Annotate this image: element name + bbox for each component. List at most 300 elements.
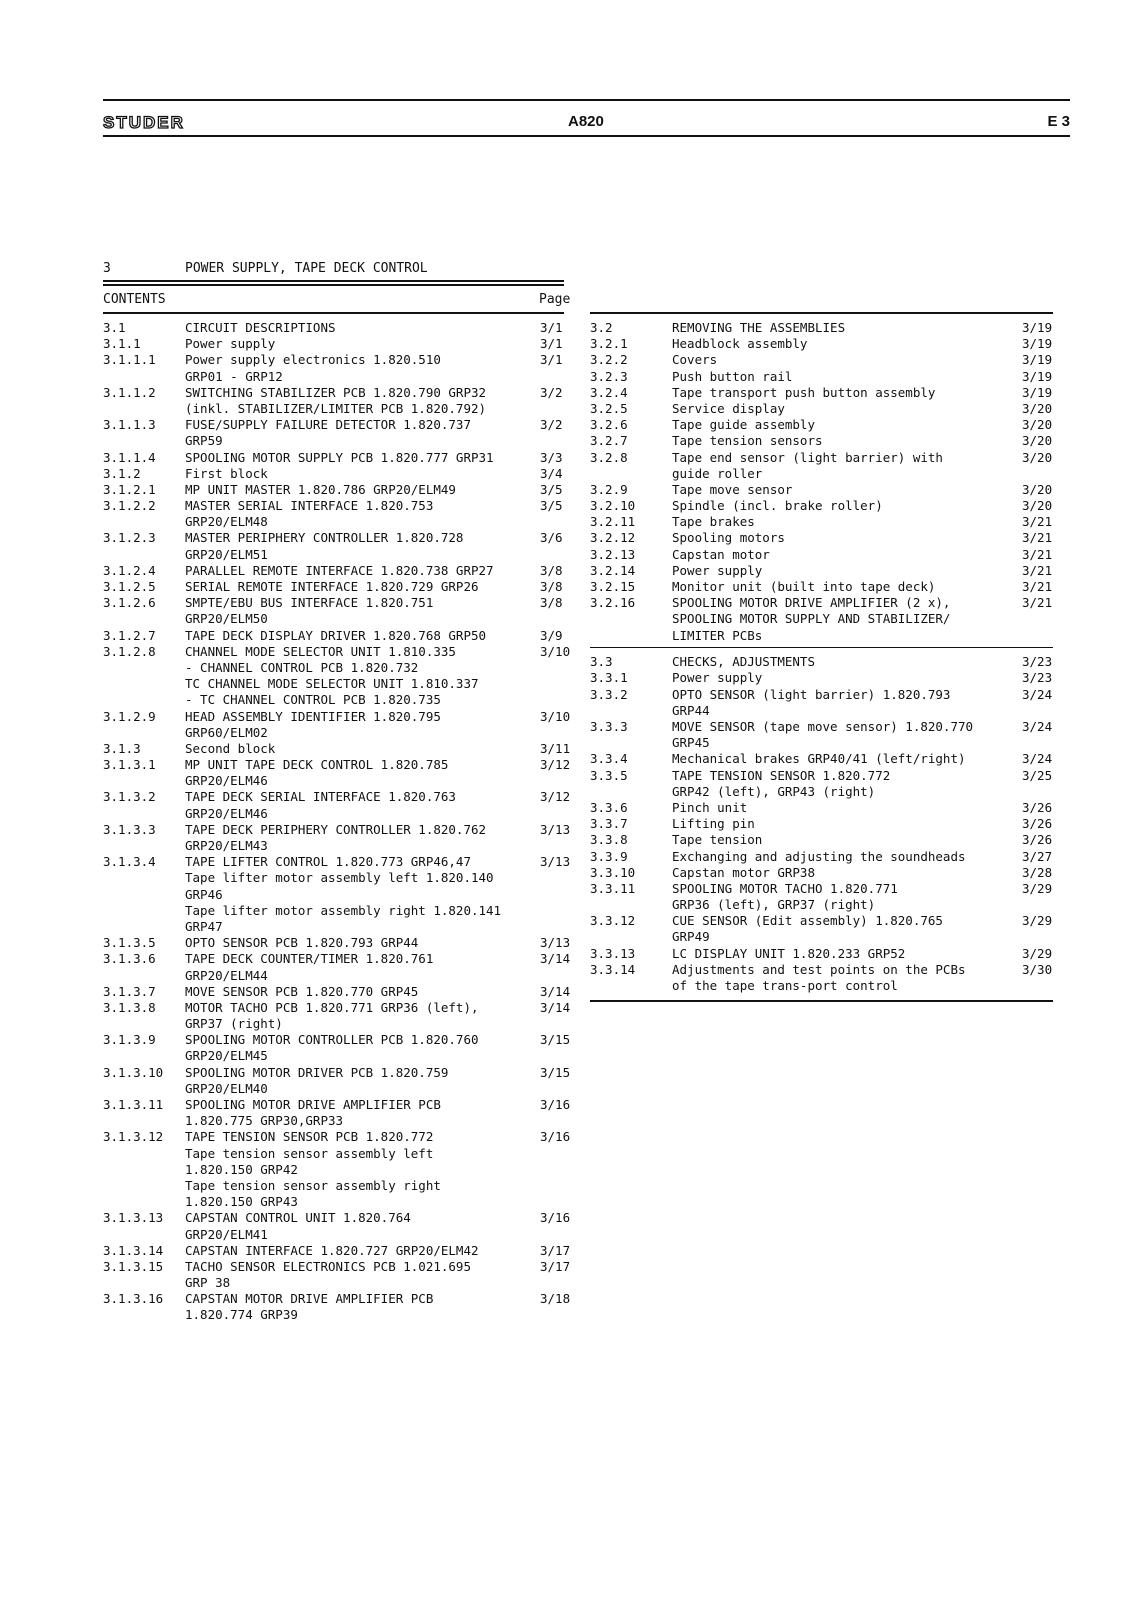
toc-entry-line bbox=[590, 929, 1053, 945]
toc-entry-title: TAPE DECK COUNTER/TIMER 1.820.761 bbox=[185, 951, 434, 967]
toc-entry-title: Second block bbox=[185, 740, 276, 756]
toc-entry-title: SPOOLING MOTOR DRIVE AMPLIFIER (2 x), bbox=[672, 595, 951, 611]
toc-entry-line bbox=[590, 628, 1053, 644]
toc-entry-title: MASTER SERIAL INTERFACE 1.820.753 bbox=[185, 498, 434, 514]
toc-entry-title: CAPSTAN INTERFACE 1.820.727 GRP20/ELM42 bbox=[185, 1242, 479, 1258]
toc-entry-title: CHANNEL MODE SELECTOR UNIT 1.810.335 bbox=[185, 643, 456, 659]
toc-entry-line bbox=[103, 514, 565, 530]
toc-entry-number: 3.1.2.8 bbox=[103, 643, 156, 659]
toc-entry-page: 3/14 bbox=[540, 951, 571, 967]
toc-entry-number: 3.3.11 bbox=[590, 880, 636, 896]
toc-entry-line bbox=[590, 703, 1053, 719]
toc-entry-number: 3.3.12 bbox=[590, 913, 636, 929]
toc-entry-title: Covers bbox=[672, 352, 718, 368]
toc-entry-title: Tape tension sensor assembly right bbox=[185, 1177, 441, 1193]
toc-entry-line bbox=[103, 806, 565, 822]
right-bottom-rule bbox=[590, 1000, 1053, 1002]
toc-entry-title: 1.820.150 GRP42 bbox=[185, 1161, 298, 1177]
toc-entry-title: Power supply bbox=[672, 670, 763, 686]
toc-entry-number: 3.1.2.5 bbox=[103, 579, 156, 594]
header-top-rule bbox=[103, 99, 1070, 101]
toc-entry-title: GRP46 bbox=[185, 886, 223, 902]
toc-entry-number: 3.2.6 bbox=[590, 417, 628, 433]
toc-entry-title: Tape tension sensor assembly left bbox=[185, 1145, 434, 1161]
toc-entry-page: 3/24 bbox=[1022, 719, 1053, 734]
toc-entry-title: Adjustments and test points on the PCBs bbox=[672, 961, 966, 977]
toc-entry-title: - TC CHANNEL CONTROL PCB 1.820.735 bbox=[185, 692, 441, 708]
toc-entry-title: OPTO SENSOR PCB 1.820.793 GRP44 bbox=[185, 935, 419, 951]
toc-entry-title: SPOOLING MOTOR SUPPLY AND STABILIZER/ bbox=[672, 611, 951, 627]
toc-entry-line bbox=[103, 1194, 565, 1210]
toc-entry-number: 3.3.7 bbox=[590, 816, 628, 832]
toc-entry-page: 3/1 bbox=[540, 320, 563, 335]
toc-entry-page: 3/29 bbox=[1022, 880, 1053, 896]
toc-entry-number: 3.1.1.2 bbox=[103, 384, 156, 400]
toc-entry-page: 3/12 bbox=[540, 789, 571, 805]
toc-entry-number: 3.1.2.2 bbox=[103, 498, 156, 514]
toc-entry-title: MOVE SENSOR (tape move sensor) 1.820.770 bbox=[672, 719, 974, 734]
toc-entry-line bbox=[103, 498, 565, 514]
toc-entry-line bbox=[103, 968, 565, 984]
toc-entry-line bbox=[103, 903, 565, 919]
toc-entry-title: CAPSTAN MOTOR DRIVE AMPLIFIER PCB bbox=[185, 1291, 434, 1307]
toc-entry-page: 3/19 bbox=[1022, 336, 1053, 352]
toc-entry-number: 3.2.8 bbox=[590, 449, 628, 465]
toc-entry-title: GRP20/ELM51 bbox=[185, 546, 268, 562]
toc-entry-line bbox=[103, 336, 565, 352]
toc-entry-title: Power supply electronics 1.820.510 bbox=[185, 352, 441, 368]
toc-entry-number: 3.1.3 bbox=[103, 740, 141, 756]
toc-entry-line bbox=[103, 482, 565, 498]
toc-entry-line bbox=[590, 670, 1053, 686]
toc-entry-page: 3/13 bbox=[540, 854, 571, 870]
toc-entry-title: Spooling motors bbox=[672, 530, 785, 546]
toc-entry-page: 3/21 bbox=[1022, 595, 1053, 611]
toc-entry-line bbox=[103, 1291, 571, 1307]
toc-entry-title: Mechanical brakes GRP40/41 (left/right) bbox=[672, 751, 966, 767]
toc-entry-title: Spindle (incl. brake roller) bbox=[672, 498, 883, 514]
toc-entry-title: PARALLEL REMOTE INTERFACE 1.820.738 GRP27 bbox=[185, 562, 494, 578]
toc-entry-line bbox=[103, 450, 565, 466]
toc-entry-line bbox=[103, 821, 571, 838]
toc-entry-line bbox=[103, 999, 571, 1016]
toc-entry-title: GRP59 bbox=[185, 433, 223, 449]
toc-entry-page: 3/21 bbox=[1022, 530, 1053, 546]
toc-entry-page: 3/2 bbox=[540, 417, 563, 433]
toc-entry-title: CUE SENSOR (Edit assembly) 1.820.765 bbox=[672, 913, 943, 929]
toc-section-checks bbox=[590, 654, 1053, 994]
toc-entry-title: TAPE TENSION SENSOR PCB 1.820.772 bbox=[185, 1129, 434, 1145]
toc-entry-line bbox=[590, 530, 1053, 546]
toc-entry-title: 1.820.774 GRP39 bbox=[185, 1307, 298, 1323]
toc-entry-line bbox=[590, 352, 1053, 368]
toc-entry-line bbox=[103, 740, 571, 757]
toc-entry-page: 3/18 bbox=[540, 1291, 571, 1307]
toc-entry-line bbox=[590, 466, 1053, 482]
toc-entry-title: SPOOLING MOTOR SUPPLY PCB 1.820.777 GRP31 bbox=[185, 449, 494, 465]
toc-entry-number: 3.1.3.16 bbox=[103, 1291, 164, 1307]
toc-entry-number: 3.1.2 bbox=[103, 465, 141, 481]
toc-entry-number: 3.2.13 bbox=[590, 546, 636, 562]
toc-entry-line bbox=[103, 1146, 565, 1162]
toc-entry-title: Capstan motor GRP38 bbox=[672, 864, 815, 880]
toc-entry-line bbox=[103, 1178, 565, 1194]
toc-entry-number: 3.3.3 bbox=[590, 719, 628, 734]
toc-entry-page: 3/23 bbox=[1022, 670, 1053, 686]
toc-entry-number: 3.3.14 bbox=[590, 961, 636, 977]
toc-entry-page: 3/19 bbox=[1022, 320, 1053, 335]
toc-left-column bbox=[103, 320, 571, 1324]
toc-entry-number: 3.1.3.15 bbox=[103, 1258, 164, 1274]
toc-entry-page: 3/5 bbox=[540, 481, 563, 497]
toc-entry-title: Monitor unit (built into tape deck) bbox=[672, 579, 936, 594]
toc-entry-line bbox=[590, 784, 1053, 800]
toc-entry-page: 3/21 bbox=[1022, 514, 1053, 530]
toc-entry-number: 3.2.4 bbox=[590, 384, 628, 400]
toc-entry-number: 3.2.2 bbox=[590, 352, 628, 368]
toc-entry-page: 3/13 bbox=[540, 935, 571, 951]
toc-entry-number: 3.1 bbox=[103, 320, 126, 335]
toc-entry-page: 3/13 bbox=[540, 821, 571, 837]
toc-entry-page: 3/14 bbox=[540, 983, 571, 999]
toc-entry-number: 3.3.6 bbox=[590, 799, 628, 815]
contents-rule bbox=[103, 312, 564, 314]
toc-entry-line bbox=[590, 897, 1053, 913]
toc-entry-title: TAPE DECK PERIPHERY CONTROLLER 1.820.762 bbox=[185, 821, 487, 837]
toc-entry-page: 3/17 bbox=[540, 1258, 571, 1274]
toc-entry-page: 3/19 bbox=[1022, 368, 1053, 384]
toc-entry-number: 3.3.8 bbox=[590, 832, 628, 848]
toc-entry-line bbox=[590, 832, 1053, 848]
toc-entry-title: GRP37 (right) bbox=[185, 1016, 283, 1032]
toc-entry-line bbox=[103, 1097, 571, 1113]
toc-entry-line bbox=[103, 320, 565, 336]
toc-entry-line bbox=[103, 1081, 565, 1097]
toc-entry-number: 3.1.1.3 bbox=[103, 417, 156, 433]
toc-entry-line bbox=[590, 579, 1053, 595]
toc-entry-line bbox=[103, 789, 571, 805]
toc-entry-title: CIRCUIT DESCRIPTIONS bbox=[185, 320, 336, 335]
toc-entry-line bbox=[103, 417, 565, 433]
toc-entry-page: 3/20 bbox=[1022, 449, 1053, 465]
toc-entry-line bbox=[590, 978, 1053, 994]
toc-entry-line bbox=[590, 433, 1053, 449]
toc-entry-page: 3/21 bbox=[1022, 562, 1053, 578]
toc-entry-line bbox=[590, 768, 1053, 784]
toc-entry-line bbox=[103, 773, 565, 789]
toc-entry-page: 3/16 bbox=[540, 1097, 571, 1112]
toc-entry-line bbox=[590, 401, 1053, 417]
toc-entry-title: TAPE DECK DISPLAY DRIVER 1.820.768 GRP50 bbox=[185, 627, 487, 643]
toc-entry-line bbox=[103, 385, 565, 401]
toc-entry-line bbox=[103, 1113, 565, 1129]
toc-entry-title: Tape move sensor bbox=[672, 481, 793, 497]
toc-entry-line bbox=[103, 1064, 571, 1081]
toc-section-removing bbox=[590, 320, 1053, 644]
toc-entry-title: SWITCHING STABILIZER PCB 1.820.790 GRP32 bbox=[185, 384, 487, 400]
toc-entry-title: GRP44 bbox=[672, 702, 710, 718]
toc-entry-page: 3/6 bbox=[540, 530, 563, 546]
toc-entry-title: SPOOLING MOTOR TACHO 1.820.771 bbox=[672, 880, 898, 896]
toc-entry-title: Tape lifter motor assembly right 1.820.141 bbox=[185, 902, 502, 918]
toc-entry-number: 3.2.11 bbox=[590, 514, 636, 530]
toc-entry-page: 3/23 bbox=[1022, 654, 1053, 670]
toc-entry-line bbox=[103, 725, 565, 741]
toc-entry-page: 3/29 bbox=[1022, 945, 1053, 961]
toc-entry-page: 3/20 bbox=[1022, 481, 1053, 497]
toc-entry-page: 3/24 bbox=[1022, 751, 1053, 767]
toc-entry-line bbox=[103, 401, 565, 417]
toc-entry-title: TAPE DECK SERIAL INTERFACE 1.820.763 bbox=[185, 789, 456, 805]
toc-entry-title: MASTER PERIPHERY CONTROLLER 1.820.728 bbox=[185, 530, 464, 546]
toc-entry-line bbox=[590, 336, 1053, 352]
toc-entry-line bbox=[103, 951, 571, 967]
toc-entry-title: GRP36 (left), GRP37 (right) bbox=[672, 897, 876, 913]
toc-entry-title: GRP20/ELM46 bbox=[185, 773, 268, 789]
toc-right-column bbox=[590, 320, 1053, 1002]
toc-entry-page: 3/12 bbox=[540, 757, 571, 773]
toc-entry-number: 3.1.3.3 bbox=[103, 821, 156, 837]
toc-entry-number: 3.1.3.4 bbox=[103, 854, 156, 870]
toc-entry-title: CHECKS, ADJUSTMENTS bbox=[672, 654, 815, 670]
toc-entry-number: 3.1.2.6 bbox=[103, 595, 156, 611]
toc-entry-line bbox=[103, 708, 571, 725]
toc-entry-page: 3/5 bbox=[540, 498, 563, 514]
toc-entry-line bbox=[103, 919, 565, 935]
toc-entry-title: Power supply bbox=[672, 562, 763, 578]
toc-entry-page: 3/26 bbox=[1022, 832, 1053, 848]
toc-entry-page: 3/9 bbox=[540, 627, 563, 643]
toc-entry-title: MP UNIT MASTER 1.820.786 GRP20/ELM49 bbox=[185, 481, 456, 497]
toc-entry-line bbox=[103, 628, 565, 644]
toc-entry-number: 3.3 bbox=[590, 654, 613, 670]
toc-entry-line bbox=[590, 687, 1053, 703]
toc-entry-number: 3.3.10 bbox=[590, 864, 636, 880]
toc-entry-line bbox=[103, 1129, 571, 1145]
toc-entry-line bbox=[590, 595, 1053, 611]
toc-entry-page: 3/2 bbox=[540, 384, 563, 400]
toc-entry-title: GRP20/ELM46 bbox=[185, 805, 268, 821]
toc-entry-title: Headblock assembly bbox=[672, 336, 808, 352]
toc-entry-title: Tape end sensor (light barrier) with bbox=[672, 449, 943, 465]
toc-entry-page: 3/10 bbox=[540, 708, 571, 724]
toc-entry-title: GRP01 - GRP12 bbox=[185, 368, 283, 384]
toc-entry-line bbox=[590, 913, 1053, 929]
toc-entry-title: SPOOLING MOTOR DRIVE AMPLIFIER PCB bbox=[185, 1097, 441, 1112]
toc-entry-page: 3/19 bbox=[1022, 384, 1053, 400]
toc-entry-number: 3.3.13 bbox=[590, 945, 636, 961]
toc-entry-line bbox=[590, 800, 1053, 816]
toc-entry-line bbox=[103, 1210, 571, 1226]
toc-entry-title: TC CHANNEL MODE SELECTOR UNIT 1.810.337 bbox=[185, 676, 479, 692]
chapter-title: POWER SUPPLY, TAPE DECK CONTROL bbox=[185, 261, 428, 276]
toc-entry-page: 3/19 bbox=[1022, 352, 1053, 368]
toc-entry-line bbox=[590, 320, 1053, 336]
toc-entry-line bbox=[590, 417, 1053, 433]
toc-entry-line bbox=[590, 751, 1053, 767]
toc-entry-number: 3.2.5 bbox=[590, 400, 628, 416]
toc-entry-title: GRP60/ELM02 bbox=[185, 724, 268, 740]
toc-entry-number: 3.3.4 bbox=[590, 751, 628, 767]
toc-entry-page: 3/24 bbox=[1022, 686, 1053, 702]
toc-entry-title: Capstan motor bbox=[672, 546, 770, 562]
toc-entry-line bbox=[103, 352, 565, 368]
toc-entry-line bbox=[103, 433, 565, 449]
toc-entry-title: GRP20/ELM44 bbox=[185, 967, 268, 983]
toc-entry-title: Power supply bbox=[185, 336, 276, 352]
toc-entry-line bbox=[103, 1258, 571, 1275]
toc-entry-page: 3/16 bbox=[540, 1210, 571, 1226]
page-id: E 3 bbox=[1047, 113, 1070, 130]
toc-entry-title: TAPE LIFTER CONTROL 1.820.773 GRP46,47 bbox=[185, 854, 471, 870]
toc-entry-number: 3.1.3.6 bbox=[103, 951, 156, 967]
toc-entry-number: 3.2.7 bbox=[590, 433, 628, 449]
toc-entry-title: LC DISPLAY UNIT 1.820.233 GRP52 bbox=[672, 945, 906, 961]
toc-entry-number: 3.3.9 bbox=[590, 848, 628, 864]
toc-entry-number: 3.2.12 bbox=[590, 530, 636, 546]
toc-entry-page: 3/20 bbox=[1022, 400, 1053, 416]
toc-entry-line bbox=[103, 466, 565, 482]
toc-entry-title: 1.820.150 GRP43 bbox=[185, 1194, 298, 1210]
section-divider-rule bbox=[590, 647, 1053, 649]
toc-entry-line bbox=[103, 1307, 565, 1323]
toc-entry-line bbox=[590, 735, 1053, 751]
toc-entry-title: SERIAL REMOTE INTERFACE 1.820.729 GRP26 bbox=[185, 579, 479, 594]
toc-entry-title: GRP20/ELM45 bbox=[185, 1048, 268, 1064]
toc-entry-line bbox=[590, 816, 1053, 832]
toc-entry-line bbox=[103, 595, 565, 611]
toc-entry-title: SPOOLING MOTOR CONTROLLER PCB 1.820.760 bbox=[185, 1032, 479, 1048]
toc-entry-number: 3.2.3 bbox=[590, 368, 628, 384]
toc-entry-line bbox=[590, 563, 1053, 579]
toc-entry-line bbox=[590, 719, 1053, 735]
toc-entry-page: 3/26 bbox=[1022, 799, 1053, 815]
toc-entry-title: GRP42 (left), GRP43 (right) bbox=[672, 783, 876, 799]
toc-entry-number: 3.1.2.4 bbox=[103, 562, 156, 578]
toc-entry-line bbox=[590, 849, 1053, 865]
toc-entry-number: 3.1.3.2 bbox=[103, 789, 156, 805]
toc-entry-number: 3.2.14 bbox=[590, 562, 636, 578]
toc-entry-title: GRP49 bbox=[672, 929, 710, 945]
toc-entry-page: 3/8 bbox=[540, 579, 563, 594]
toc-entry-line bbox=[103, 643, 571, 660]
toc-entry-line bbox=[103, 611, 565, 627]
toc-entry-title: Tape tension sensors bbox=[672, 433, 823, 449]
chapter-rule-2 bbox=[103, 284, 564, 286]
toc-entry-title: CAPSTAN CONTROL UNIT 1.820.764 bbox=[185, 1210, 411, 1226]
toc-entry-title: Service display bbox=[672, 400, 785, 416]
toc-entry-title: SPOOLING MOTOR DRIVER PCB 1.820.759 bbox=[185, 1064, 449, 1080]
toc-entry-page: 3/3 bbox=[540, 449, 563, 465]
toc-entry-title: GRP20/ELM48 bbox=[185, 514, 268, 530]
right-top-rule bbox=[590, 312, 1053, 314]
toc-entry-line bbox=[103, 1242, 571, 1259]
toc-entry-page: 3/25 bbox=[1022, 767, 1053, 783]
toc-entry-line bbox=[103, 1275, 565, 1291]
toc-entry-line bbox=[103, 1162, 565, 1178]
toc-entry-number: 3.1.3.13 bbox=[103, 1210, 164, 1226]
toc-entry-title: FUSE/SUPPLY FAILURE DETECTOR 1.820.737 bbox=[185, 417, 471, 433]
toc-entry-page: 3/1 bbox=[540, 336, 563, 352]
toc-entry-title: Tape brakes bbox=[672, 514, 755, 530]
toc-entry-number: 3.1.1 bbox=[103, 336, 141, 352]
brand-logo: STUDER bbox=[103, 113, 185, 132]
toc-entry-title: of the tape trans-port control bbox=[672, 978, 898, 993]
toc-entry-line bbox=[103, 530, 565, 546]
toc-entry-line bbox=[590, 946, 1053, 962]
toc-entry-page: 3/21 bbox=[1022, 546, 1053, 562]
toc-entry-line bbox=[103, 563, 565, 579]
toc-entry-title: Exchanging and adjusting the soundheads bbox=[672, 848, 966, 864]
toc-entry-number: 3.2.10 bbox=[590, 498, 636, 514]
toc-entry-line bbox=[103, 369, 565, 385]
toc-entry-title: GRP20/ELM43 bbox=[185, 838, 268, 853]
toc-entry-page: 3/8 bbox=[540, 562, 563, 578]
toc-entry-line bbox=[103, 1032, 571, 1048]
toc-entry-title: TACHO SENSOR ELECTRONICS PCB 1.021.695 bbox=[185, 1258, 471, 1274]
toc-entry-title: GRP20/ELM40 bbox=[185, 1080, 268, 1096]
toc-entry-page: 3/15 bbox=[540, 1032, 571, 1048]
toc-entry-number: 3.2.15 bbox=[590, 579, 636, 594]
toc-entry-page: 3/20 bbox=[1022, 498, 1053, 514]
toc-entry-number: 3.1.3.7 bbox=[103, 983, 156, 999]
toc-entry-title: TAPE TENSION SENSOR 1.820.772 bbox=[672, 767, 891, 783]
toc-entry-number: 3.3.2 bbox=[590, 686, 628, 702]
toc-entry-line bbox=[103, 1227, 565, 1243]
toc-entry-number: 3.2.1 bbox=[590, 336, 628, 352]
toc-entry-line bbox=[103, 676, 565, 692]
toc-entry-number: 3.1.2.1 bbox=[103, 481, 156, 497]
toc-entry-page: 3/30 bbox=[1022, 961, 1053, 977]
toc-entry-title: MOTOR TACHO PCB 1.820.771 GRP36 (left), bbox=[185, 999, 479, 1015]
toc-entry-line bbox=[590, 385, 1053, 401]
toc-entry-number: 3.1.2.9 bbox=[103, 708, 156, 724]
toc-entry-line bbox=[590, 369, 1053, 385]
toc-entry-line bbox=[590, 498, 1053, 514]
toc-entry-title: GRP47 bbox=[185, 918, 223, 934]
toc-entry-title: guide roller bbox=[672, 465, 763, 481]
model-name: A820 bbox=[568, 113, 604, 130]
toc-entry-line bbox=[103, 935, 571, 951]
toc-entry-title: MOVE SENSOR PCB 1.820.770 GRP45 bbox=[185, 983, 419, 999]
toc-entry-title: REMOVING THE ASSEMBLIES bbox=[672, 320, 846, 335]
toc-entry-number: 3.1.2.3 bbox=[103, 530, 156, 546]
toc-entry-title: GRP 38 bbox=[185, 1275, 231, 1291]
toc-entry-title: LIMITER PCBs bbox=[672, 627, 763, 643]
page-column-heading: Page bbox=[539, 292, 571, 307]
toc-entry-line bbox=[103, 887, 565, 903]
toc-entry-number: 3.1.3.5 bbox=[103, 935, 156, 951]
toc-entry-number: 3.1.2.7 bbox=[103, 627, 156, 643]
toc-entry-title: (inkl. STABILIZER/LIMITER PCB 1.820.792) bbox=[185, 400, 487, 416]
toc-entry-line bbox=[103, 1016, 565, 1032]
toc-entry-title: HEAD ASSEMBLY IDENTIFIER 1.820.795 bbox=[185, 708, 441, 724]
toc-entry-page: 3/8 bbox=[540, 595, 563, 611]
toc-entry-line bbox=[590, 962, 1053, 978]
toc-entry-page: 3/1 bbox=[540, 352, 563, 368]
toc-entry-number: 3.3.1 bbox=[590, 670, 628, 686]
toc-entry-line bbox=[590, 865, 1053, 881]
toc-entry-page: 3/20 bbox=[1022, 433, 1053, 449]
toc-entry-page: 3/27 bbox=[1022, 848, 1053, 864]
toc-entry-line bbox=[103, 547, 565, 563]
toc-entry-page: 3/16 bbox=[540, 1129, 571, 1145]
toc-entry-title: MP UNIT TAPE DECK CONTROL 1.820.785 bbox=[185, 757, 449, 773]
toc-entry-number: 3.3.5 bbox=[590, 767, 628, 783]
toc-entry-number: 3.1.3.10 bbox=[103, 1064, 164, 1080]
toc-entry-number: 3.1.1.4 bbox=[103, 449, 156, 465]
toc-entry-number: 3.1.3.8 bbox=[103, 999, 156, 1015]
